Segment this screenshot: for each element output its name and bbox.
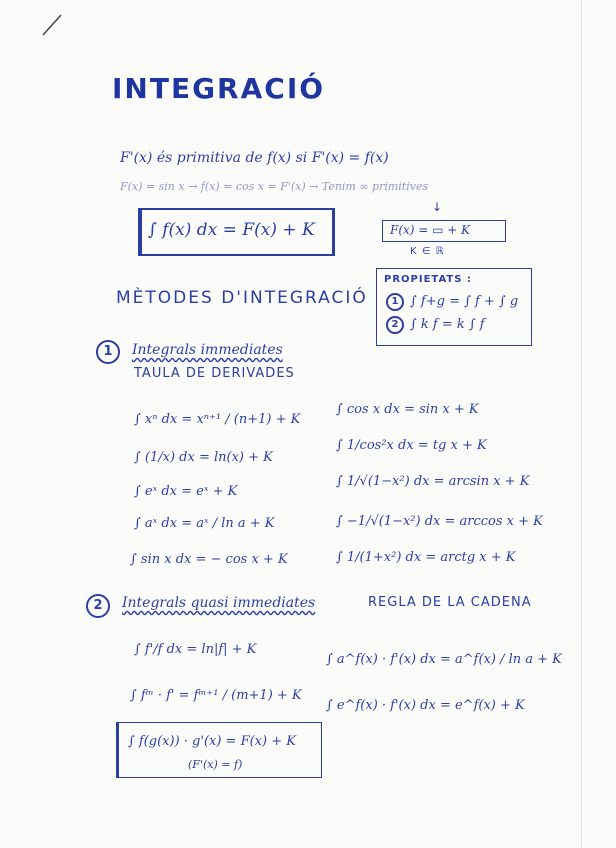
pen-stroke-mark — [40, 12, 64, 38]
definition-line: F'(x) és primitiva de f(x) si F'(x) = f(x) — [120, 150, 389, 166]
formula-exponential-base-a: ∫ aˣ dx = aˣ / ln a + K — [134, 516, 275, 531]
formula-power: ∫ xⁿ dx = xⁿ⁺¹ / (n+1) + K — [134, 412, 301, 427]
formula-tangent: ∫ 1/cos²x dx = tg x + K — [336, 438, 487, 453]
example-line: F(x) = sin x → f(x) = cos x = F'(x) → Tenim ∞ primitives — [120, 180, 429, 193]
section-2-number: 2 — [86, 594, 110, 618]
formula-arccos: ∫ −1/√(1−x²) dx = arccos x + K — [336, 514, 543, 529]
properties-label: PROPIETATS : — [384, 274, 472, 285]
formula-log-derivative: ∫ f'/f dx = ln|f| + K — [134, 642, 257, 657]
formula-arctan: ∫ 1/(1+x²) dx = arctg x + K — [336, 550, 516, 565]
formula-sine: ∫ sin x dx = − cos x + K — [130, 552, 288, 567]
primitive-formula: F(x) = ▭ + K — [390, 223, 471, 237]
section-1-number: 1 — [96, 340, 120, 364]
page-title: INTEGRACIÓ — [112, 72, 326, 105]
formula-reciprocal: ∫ (1/x) dx = ln(x) + K — [134, 450, 273, 465]
methods-heading: MÈTODES D'INTEGRACIÓ — [116, 288, 368, 308]
chain-rule-note: (F'(x) = f) — [188, 758, 243, 771]
property-1-number: 1 — [386, 293, 404, 311]
k-domain: K ∈ ℝ — [410, 246, 445, 257]
property-2: ∫ k f = k ∫ f — [410, 317, 485, 332]
formula-exp-e-chain: ∫ e^f(x) · f'(x) dx = e^f(x) + K — [326, 698, 525, 713]
formula-cosine: ∫ cos x dx = sin x + K — [336, 402, 479, 417]
chain-rule-formula: ∫ f(g(x)) · g'(x) = F(x) + K — [128, 734, 296, 749]
section-2-title: Integrals quasi immediates — [122, 595, 316, 611]
formula-exp-a-chain: ∫ a^f(x) · f'(x) dx = a^f(x) / ln a + K — [326, 652, 562, 667]
page-margin-line — [581, 0, 582, 848]
section-1-title: Integrals immediates — [132, 342, 283, 358]
formula-power-chain: ∫ fᵐ · f' = fᵐ⁺¹ / (m+1) + K — [130, 688, 302, 703]
property-1: ∫ f+g = ∫ f + ∫ g — [410, 294, 519, 309]
section-1-subtitle: TAULA DE DERIVADES — [134, 366, 295, 381]
formula-exponential: ∫ eˣ dx = eˣ + K — [134, 484, 238, 499]
arrow-down-icon: ↓ — [432, 200, 444, 214]
main-formula: ∫ f(x) dx = F(x) + K — [148, 220, 315, 240]
section-2-subtitle: REGLA DE LA CADENA — [368, 595, 532, 610]
formula-arcsin: ∫ 1/√(1−x²) dx = arcsin x + K — [336, 474, 530, 489]
property-2-number: 2 — [386, 316, 404, 334]
